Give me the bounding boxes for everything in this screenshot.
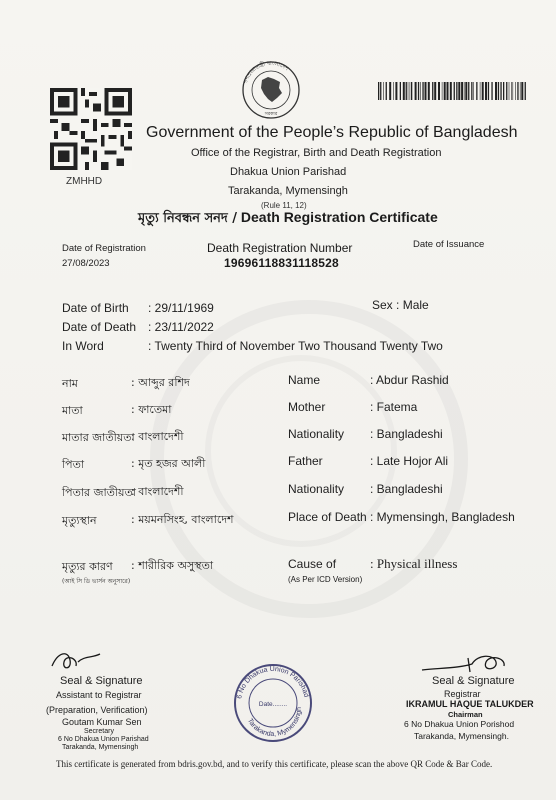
row-label-en: Place of Death bbox=[288, 510, 367, 524]
left-signature-place: Tarakanda, Mymensingh bbox=[62, 744, 139, 751]
right-signature-heading: Seal & Signature bbox=[432, 675, 515, 687]
stamp-date-text: Date........ bbox=[258, 701, 288, 708]
row-value-bn: : মৃত হজর আলী bbox=[131, 457, 206, 470]
left-signature-name: Goutam Kumar Sen bbox=[62, 717, 142, 727]
row-value-en: : Bangladeshi bbox=[370, 482, 443, 496]
row-value-bn: : বাংলাদেশী bbox=[131, 485, 184, 498]
death-date-value: : 23/11/2022 bbox=[148, 320, 214, 334]
rule-reference: (Rule 11, 12) bbox=[261, 201, 307, 210]
government-seal bbox=[236, 60, 306, 120]
inword-label: In Word bbox=[62, 339, 104, 353]
cause-value-bn: : শারীরিক অসুস্থতা bbox=[131, 559, 214, 572]
office-name: Office of the Registrar, Birth and Death Registration bbox=[191, 147, 442, 159]
barcode[interactable] bbox=[378, 82, 528, 100]
right-signature-title: Chairman bbox=[448, 710, 483, 719]
inword-value: : Twenty Third of November Two Thousand Twenty Two bbox=[148, 339, 443, 353]
row-label-bn: পিতার জাতীয়তা bbox=[62, 486, 136, 499]
row-label-en: Father bbox=[288, 454, 323, 468]
row-label-en: Nationality bbox=[288, 427, 345, 441]
row-label-en: Nationality bbox=[288, 482, 345, 496]
right-signature-role: Registrar bbox=[444, 689, 481, 699]
birth-date-label: Date of Birth bbox=[62, 301, 129, 315]
row-label-bn: মৃত্যুস্থান bbox=[62, 514, 97, 527]
cause-value-en: : Physical illness bbox=[370, 556, 458, 571]
qr-code[interactable] bbox=[50, 88, 132, 170]
sex-label: Sex : bbox=[372, 298, 400, 312]
right-signature-place: Tarakanda, Mymensingh. bbox=[414, 731, 509, 741]
verification-footer: This certificate is generated from bdris.gov.bd, and to verify this certificate, please scan the above QR Code & Bar Code. bbox=[56, 759, 493, 769]
row-value-bn: : ময়মনসিংহ, বাংলাদেশ bbox=[131, 513, 234, 526]
cause-label-en: Cause of bbox=[288, 557, 337, 571]
death-date-label: Date of Death bbox=[62, 320, 137, 334]
stamp-bottom-text: Tarakanda, Mymensingh bbox=[245, 706, 304, 739]
union-parishad-stamp bbox=[232, 662, 314, 744]
certificate-title bbox=[138, 209, 438, 230]
left-signature-title: Secretary bbox=[84, 728, 114, 735]
row-value-en: : Late Hojor Ali bbox=[370, 454, 449, 468]
row-value-bn: : বাংলাদেশী bbox=[131, 430, 184, 443]
row-label-en: Mother bbox=[288, 400, 326, 414]
row-value-en: : Abdur Rashid bbox=[370, 373, 449, 387]
cause-label-bn: মৃত্যুর কারণ bbox=[62, 560, 113, 573]
row-value-bn: : আব্দুর রশিদ bbox=[131, 376, 190, 389]
left-signature-heading: Seal & Signature bbox=[60, 675, 143, 687]
row-label-en: Name bbox=[288, 373, 321, 387]
registration-number-value: 19696118831118528 bbox=[224, 256, 339, 270]
assistant-signature-mark bbox=[48, 648, 108, 674]
union-name: Dhakua Union Parishad bbox=[230, 166, 347, 178]
qr-caption: ZMHHD bbox=[66, 176, 103, 187]
svg-text:6 No Dhakua Union Parishad bbox=[236, 666, 309, 699]
registration-date-value: 27/08/2023 bbox=[62, 258, 110, 269]
left-signature-org: 6 No Dhakua Union Parishad bbox=[58, 736, 149, 743]
right-signature-name: IKRAMUL HAQUE TALUKDER bbox=[406, 699, 534, 709]
certificate-title-en: Death Registration Certificate bbox=[240, 209, 438, 225]
row-label-bn: পিতা bbox=[62, 458, 85, 471]
government-title: Government of the People’s Republic of Bangladesh bbox=[146, 124, 518, 141]
left-signature-role: Assistant to Registrar bbox=[56, 690, 142, 700]
sex-value: Male bbox=[402, 298, 429, 312]
cause-sub-en: (As Per ICD Version) bbox=[288, 575, 363, 584]
row-label-bn: মাতার জাতীয়তা bbox=[62, 431, 135, 444]
row-value-en: : Bangladeshi bbox=[370, 427, 443, 441]
registrar-signature-mark bbox=[420, 650, 510, 676]
sex-field bbox=[372, 298, 429, 312]
issuance-date-label: Date of Issuance bbox=[413, 239, 485, 250]
location-name: Tarakanda, Mymensingh bbox=[228, 185, 348, 197]
row-value-bn: : ফাতেমা bbox=[131, 403, 172, 416]
seal-ring-text: গণপ্রজাতন্ত্রী বাংলাদেশ bbox=[242, 60, 290, 85]
certificate-title-bn: মৃত্যু নিবন্ধন সনদ / bbox=[138, 211, 238, 226]
row-value-en: : Fatema bbox=[370, 400, 418, 414]
right-signature-org: 6 No Dhakua Union Porishod bbox=[404, 719, 515, 729]
left-signature-duty: (Preparation, Verification) bbox=[46, 705, 148, 715]
row-label-bn: মাতা bbox=[62, 404, 83, 417]
row-label-bn: নাম bbox=[62, 377, 78, 390]
cause-sub-bn: (আই সি ডি ভার্সন অনুসারে) bbox=[62, 578, 131, 585]
birth-date-value: : 29/11/1969 bbox=[148, 301, 214, 315]
seal-bottom-text: সরকার bbox=[264, 112, 278, 117]
registration-date-label: Date of Registration bbox=[62, 243, 146, 254]
registration-number-label: Death Registration Number bbox=[207, 241, 353, 255]
stamp-ring-text: 6 No Dhakua Union Parishad bbox=[236, 665, 310, 700]
row-value-en: : Mymensingh, Bangladesh bbox=[370, 510, 515, 524]
